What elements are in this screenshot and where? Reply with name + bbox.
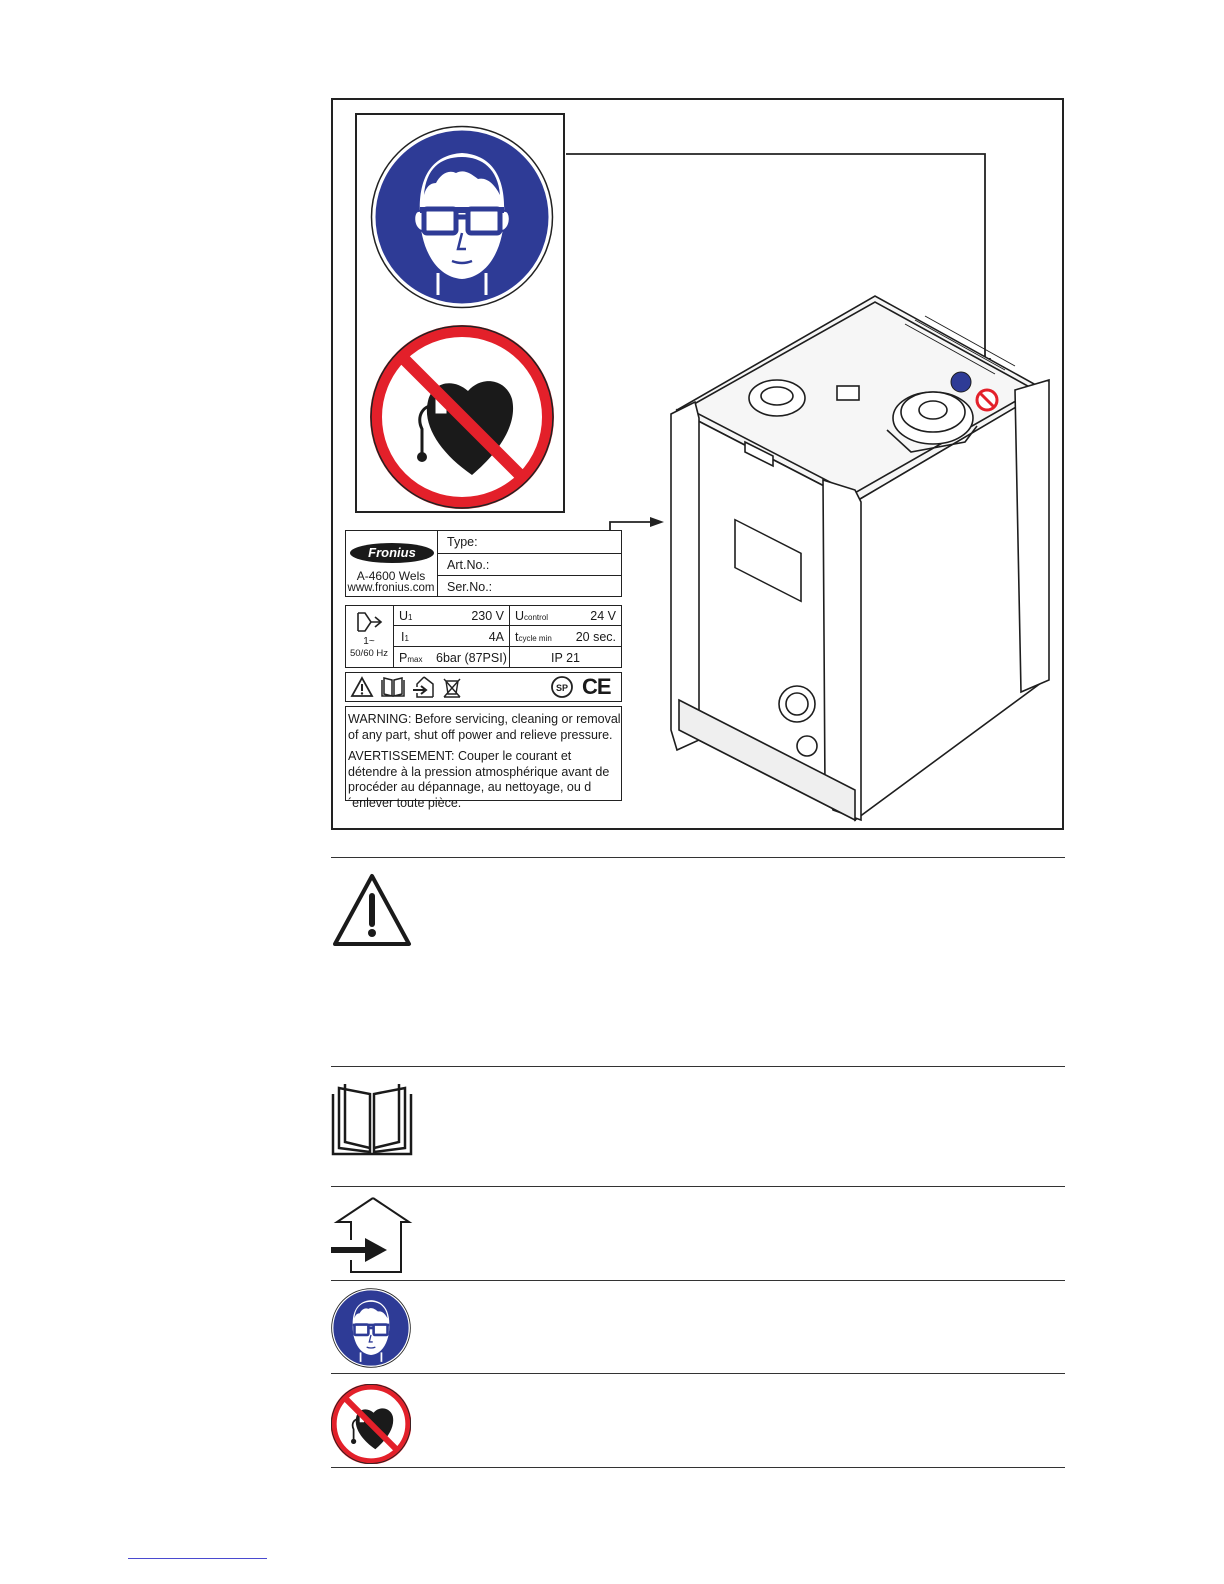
warning-french: AVERTISSEMENT: Couper le courant et détendre à la pression atmosphérique avant de procéder au dépannage, au nettoyage, ou d´enlever toute pièce. bbox=[348, 749, 610, 810]
tcycle-value: 20 sec. bbox=[575, 630, 616, 644]
warning-triangle-icon bbox=[331, 872, 413, 948]
table-divider bbox=[331, 1066, 1065, 1067]
plate-warning-icon bbox=[350, 676, 374, 698]
plate-weee-icon bbox=[442, 675, 462, 699]
table-divider bbox=[331, 1373, 1065, 1374]
tcycle-label: tcycle min bbox=[515, 630, 552, 644]
machine-drawing bbox=[665, 290, 1060, 830]
table-divider bbox=[331, 1186, 1065, 1187]
u1-label: U1 bbox=[399, 609, 413, 623]
plate-address: A-4600 Wels bbox=[356, 569, 426, 583]
fronius-logo: Fronius bbox=[350, 543, 434, 563]
no-pacemaker-icon bbox=[331, 1384, 411, 1464]
svg-text:SP: SP bbox=[555, 683, 569, 693]
plate-warning-text bbox=[348, 712, 622, 817]
table-divider bbox=[331, 1467, 1065, 1468]
plate-manual-icon bbox=[380, 676, 406, 698]
read-manual-icon bbox=[331, 1080, 413, 1156]
ucontrol-label: Ucontrol bbox=[515, 609, 549, 623]
eye-protection-icon bbox=[331, 1288, 411, 1368]
plate-indoor-icon bbox=[412, 675, 436, 699]
no-pacemaker-icon bbox=[370, 325, 554, 509]
ce-mark: CE bbox=[582, 674, 611, 699]
ip-rating: IP 21 bbox=[551, 651, 580, 665]
pmax-label: Pmax bbox=[399, 651, 423, 665]
indoor-use-icon bbox=[331, 1194, 413, 1276]
csa-mark-icon bbox=[548, 675, 576, 699]
pmax-value: 6bar (87PSI) bbox=[436, 651, 507, 665]
plate-frequency: 50/60 Hz bbox=[349, 648, 389, 659]
plate-type-label: Type: bbox=[447, 535, 478, 549]
table-divider bbox=[331, 857, 1065, 858]
i1-label: I1 bbox=[401, 630, 409, 644]
table-divider bbox=[331, 1280, 1065, 1281]
footer-link-underline[interactable] bbox=[128, 1558, 267, 1559]
plate-website: www.fronius.com bbox=[347, 582, 435, 594]
plate-ser-no-label: Ser.No.: bbox=[447, 580, 493, 594]
plate-art-no-label: Art.No.: bbox=[447, 558, 490, 572]
i1-value: 4A bbox=[488, 630, 504, 644]
ucontrol-value: 24 V bbox=[590, 609, 616, 623]
warning-english: WARNING: Before servicing, cleaning or removal of any part, shut off power and relieve pressure. bbox=[348, 712, 621, 742]
u1-value: 230 V bbox=[471, 609, 504, 623]
eye-protection-icon bbox=[370, 125, 554, 309]
plate-phase: 1~ bbox=[363, 636, 375, 647]
pump-symbol-icon bbox=[355, 610, 383, 634]
